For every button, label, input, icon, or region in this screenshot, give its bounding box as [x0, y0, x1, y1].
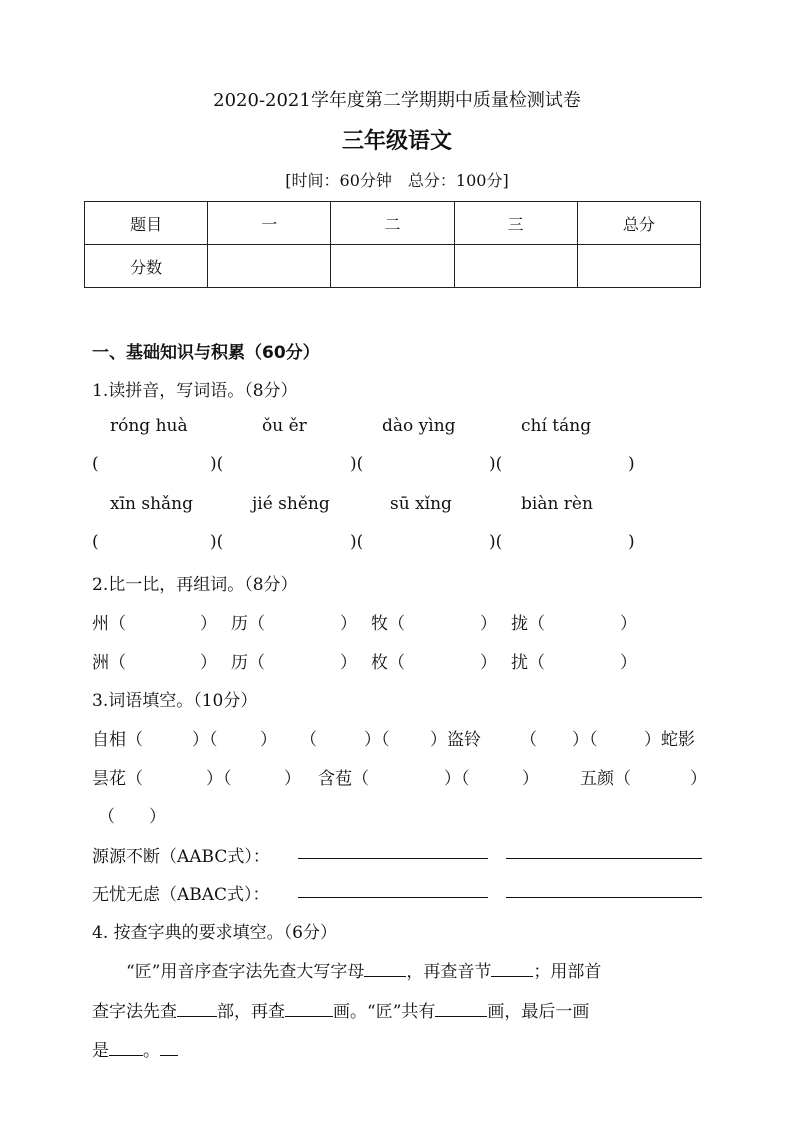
- q4-text: 画，最后一画: [487, 1002, 590, 1022]
- answer-bracket: )(: [489, 454, 503, 474]
- aabc-prompt: [92, 842, 270, 867]
- blank[interactable]: [435, 998, 487, 1017]
- idiom-part: ）: [522, 769, 539, 789]
- idiom-part: 五颜（: [580, 769, 631, 789]
- score-table-header-row: [85, 202, 701, 245]
- compare-item: ）: [200, 614, 217, 634]
- score-header-cell: 一: [208, 202, 331, 245]
- compare-item: ）: [340, 653, 357, 673]
- q4-text: 是: [92, 1041, 109, 1061]
- compare-item: ）: [340, 614, 357, 634]
- blank[interactable]: [160, 1037, 178, 1056]
- compare-item: 历（: [231, 653, 265, 673]
- answer-line[interactable]: [506, 858, 702, 859]
- compare-item: ）: [620, 653, 637, 673]
- blank[interactable]: [109, 1037, 143, 1056]
- q4-text: ；用部首: [533, 962, 602, 982]
- pinyin: sū xǐng: [390, 494, 452, 514]
- section-1-title: 一、基础知识与积累（60分）: [92, 343, 320, 363]
- score-cell[interactable]: [331, 245, 454, 288]
- q4-text: “匠”用音序查字法先查大写字母: [126, 962, 365, 982]
- answer-line[interactable]: [298, 897, 488, 898]
- answer-bracket[interactable]: (: [92, 532, 99, 552]
- q4-label: 4. 按查字典的要求填空。（6分）: [92, 923, 337, 943]
- aabc-label: 源源不断（AABC式）：: [92, 847, 270, 867]
- compare-item: 牧（: [371, 614, 405, 634]
- score-header-cell: 题目: [85, 202, 208, 245]
- pinyin: dào yìng: [382, 416, 456, 436]
- exam-meta: [时间：60分钟 总分：100分]: [285, 171, 509, 190]
- compare-item: ）: [200, 653, 217, 673]
- score-header-cell: 三: [454, 202, 577, 245]
- answer-bracket: )(: [350, 532, 364, 552]
- compare-item: ）: [480, 614, 497, 634]
- q4-paragraph-line-1: [126, 957, 601, 982]
- pinyin: ǒu ěr: [262, 416, 307, 436]
- answer-bracket[interactable]: (: [92, 454, 99, 474]
- abac-prompt: [92, 880, 270, 905]
- abac-label: 无忧无虑（ABAC式）：: [92, 885, 270, 905]
- pinyin: chí táng: [521, 416, 592, 436]
- q4-text: 画。“匠”共有: [333, 1002, 436, 1022]
- exam-title: 2020-2021学年度第二学期期中质量检测试卷: [213, 90, 581, 111]
- idiom-part: 昙花（: [92, 769, 143, 789]
- pinyin: róng huà: [110, 416, 188, 436]
- blank[interactable]: [491, 958, 533, 977]
- compare-item: 州（: [92, 614, 126, 634]
- idiom-part: ）（: [364, 730, 390, 750]
- idiom-part: 含苞（: [318, 769, 369, 789]
- compare-item: ）: [480, 653, 497, 673]
- idiom-part: ）（: [572, 730, 598, 750]
- answer-bracket: ): [628, 454, 635, 474]
- blank[interactable]: [177, 998, 217, 1017]
- q1-label: 1.读拼音，写词语。（8分）: [92, 381, 298, 401]
- answer-bracket: )(: [210, 454, 224, 474]
- q4-text: 查字法先查: [92, 1002, 177, 1022]
- pinyin: jié shěng: [252, 494, 330, 514]
- score-table-score-row: [85, 245, 701, 288]
- idiom-part: ）（: [206, 769, 232, 789]
- idiom-part: ）: [690, 769, 707, 789]
- answer-bracket: )(: [210, 532, 224, 552]
- compare-item: 洲（: [92, 653, 126, 673]
- subject-title: 三年级语文: [341, 129, 452, 154]
- idiom-part: （: [520, 730, 537, 750]
- compare-item: 历（: [231, 614, 265, 634]
- answer-bracket: )(: [489, 532, 503, 552]
- compare-item: 拢（: [511, 614, 545, 634]
- idiom-part: ）: [284, 769, 301, 789]
- q4-paragraph-line-3: [92, 1036, 178, 1061]
- q2-label: 2.比一比，再组词。（8分）: [92, 575, 298, 595]
- idiom-part: ）蛇影: [644, 730, 695, 750]
- answer-bracket: ): [628, 532, 635, 552]
- compare-item: 枚（: [371, 653, 405, 673]
- q4-paragraph-line-2: [92, 997, 589, 1022]
- q4-text: ，再查音节: [406, 962, 492, 982]
- score-cell[interactable]: [454, 245, 577, 288]
- idiom-part: 自相（: [92, 730, 143, 750]
- compare-item: 扰（: [511, 653, 545, 673]
- blank[interactable]: [285, 998, 333, 1017]
- idiom-part: （: [300, 730, 317, 750]
- score-cell[interactable]: [577, 245, 700, 288]
- blank[interactable]: [364, 958, 406, 977]
- answer-line[interactable]: [298, 858, 488, 859]
- idiom-part: ）（: [444, 769, 470, 789]
- q4-text: 。: [143, 1041, 160, 1061]
- score-row-label: 分数: [85, 245, 208, 288]
- score-header-cell: 总分: [577, 202, 700, 245]
- score-table: [84, 201, 701, 288]
- q4-text: 部，再查: [217, 1002, 285, 1022]
- q3-label: 3.词语填空。（10分）: [92, 691, 258, 711]
- pinyin: biàn rèn: [521, 494, 593, 514]
- compare-item: ）: [620, 614, 637, 634]
- pinyin: xīn shǎng: [110, 494, 194, 514]
- score-cell[interactable]: [208, 245, 331, 288]
- score-header-cell: 二: [331, 202, 454, 245]
- answer-bracket: )(: [350, 454, 364, 474]
- answer-line[interactable]: [506, 897, 702, 898]
- idiom-part: ）: [260, 730, 277, 750]
- idiom-part: ）盗铃: [430, 730, 481, 750]
- idiom-part: （ ）: [98, 807, 166, 827]
- idiom-part: ）（: [192, 730, 218, 750]
